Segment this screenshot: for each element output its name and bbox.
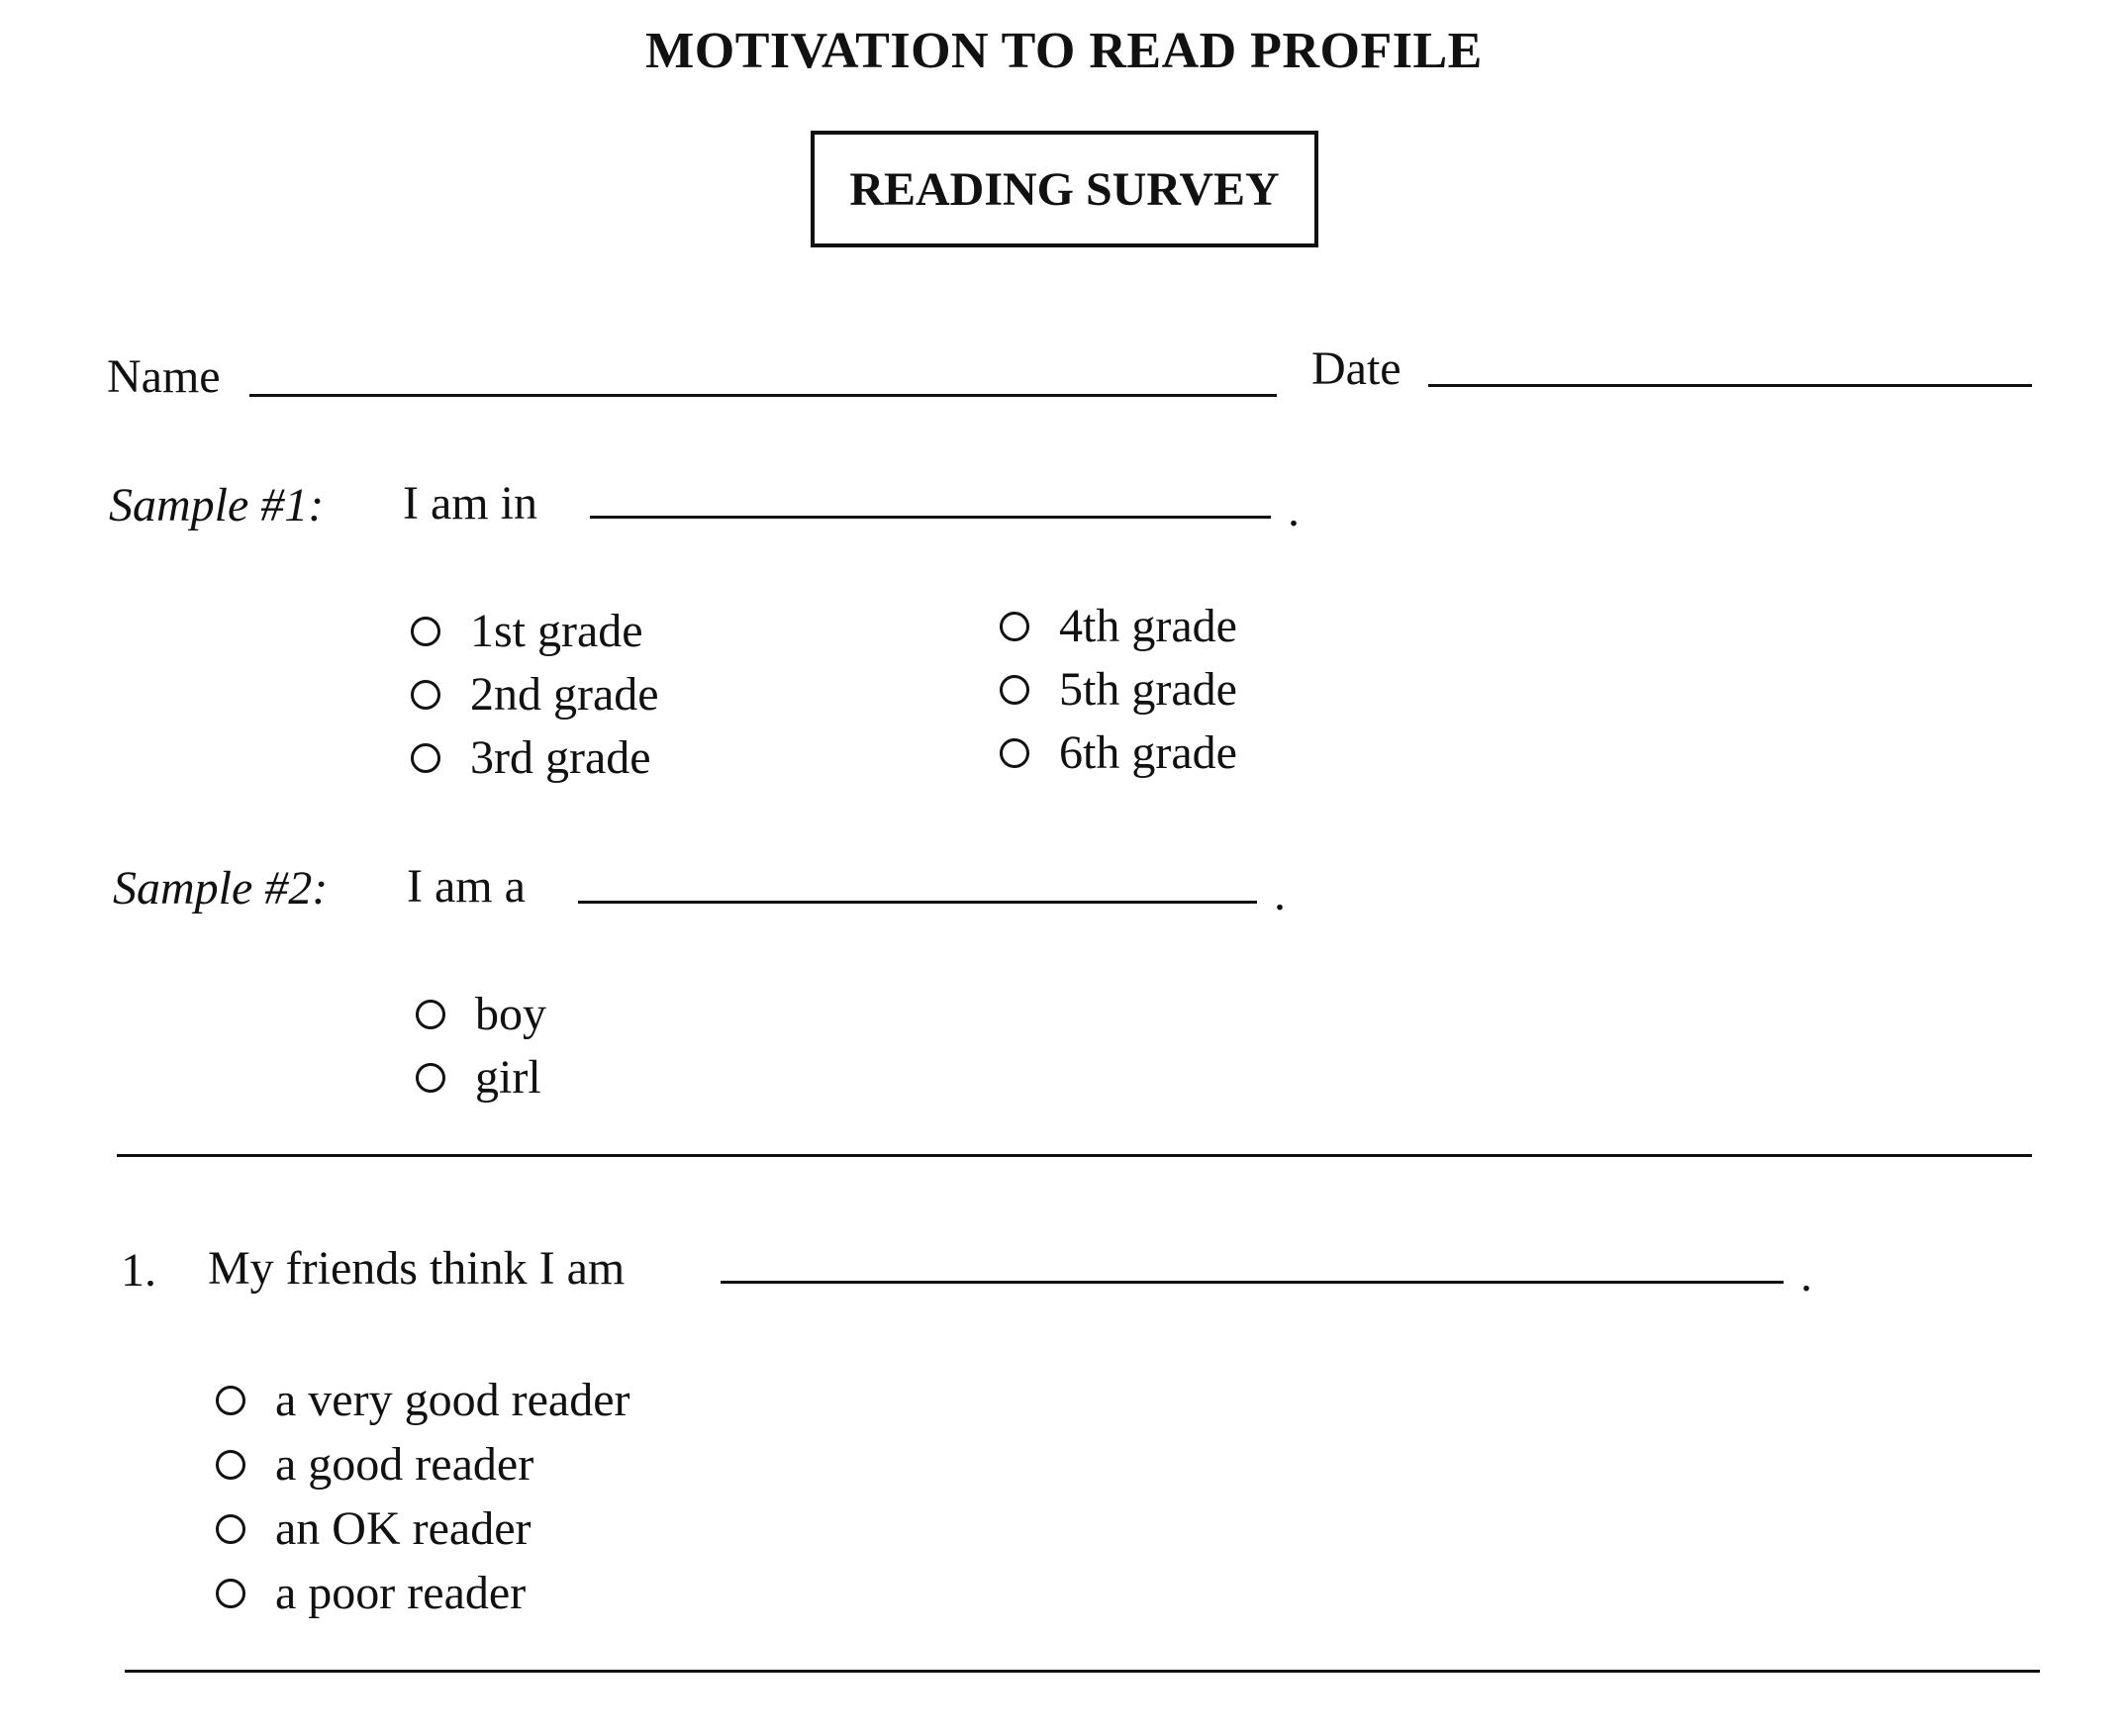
page-title: MOTIVATION TO READ PROFILE [645,23,1483,79]
option-boy[interactable] [416,988,546,1040]
radio-circle-icon[interactable] [411,743,440,773]
option-good-reader[interactable] [216,1438,534,1491]
sample1-answer-blank[interactable] [590,516,1271,519]
option-label: a good reader [275,1438,534,1491]
option-3rd-grade[interactable] [411,731,651,784]
option-label: a poor reader [275,1567,527,1619]
section-divider [117,1154,2032,1157]
radio-circle-icon[interactable] [416,1000,445,1029]
sample1-prompt: I am in [403,477,537,530]
radio-circle-icon[interactable] [416,1063,445,1093]
radio-circle-icon[interactable] [411,617,440,646]
radio-circle-icon[interactable] [216,1579,245,1608]
option-label: 2nd grade [470,668,659,721]
option-1st-grade[interactable] [411,605,643,657]
survey-subtitle-box [811,131,1318,247]
option-5th-grade[interactable] [1000,663,1237,716]
option-poor-reader[interactable] [216,1567,527,1619]
option-6th-grade[interactable] [1000,726,1237,779]
option-label: a very good reader [275,1374,630,1426]
question1-period: . [1800,1249,1812,1302]
sample1-label: Sample #1: [109,479,325,531]
name-field[interactable] [249,394,1277,397]
option-label: 1st grade [470,605,643,657]
sample2-prompt: I am a [407,860,526,913]
radio-circle-icon[interactable] [1000,612,1029,641]
radio-circle-icon[interactable] [216,1386,245,1415]
option-ok-reader[interactable] [216,1502,532,1555]
option-label: an OK reader [275,1502,532,1555]
sample2-answer-blank[interactable] [578,901,1257,904]
option-very-good-reader[interactable] [216,1374,630,1426]
option-label: 6th grade [1059,726,1237,779]
question1-answer-blank[interactable] [721,1281,1784,1284]
option-2nd-grade[interactable] [411,668,659,721]
option-label: 3rd grade [470,731,651,784]
option-girl[interactable] [416,1051,541,1104]
survey-subtitle: READING SURVEY [849,162,1280,216]
date-field[interactable] [1428,384,2032,387]
radio-circle-icon[interactable] [216,1450,245,1480]
sample2-period: . [1274,868,1286,920]
radio-circle-icon[interactable] [1000,675,1029,705]
bottom-divider [125,1670,2040,1673]
radio-circle-icon[interactable] [411,680,440,710]
option-label: 4th grade [1059,600,1237,652]
name-label: Name [107,350,221,403]
sample2-label: Sample #2: [113,862,329,915]
option-label: girl [475,1051,541,1104]
option-label: 5th grade [1059,663,1237,716]
question1-number: 1. [121,1244,156,1297]
option-label: boy [475,988,546,1040]
date-label: Date [1311,342,1402,395]
radio-circle-icon[interactable] [1000,738,1029,768]
question1-prompt: My friends think I am [208,1242,626,1295]
sample1-period: . [1288,484,1300,536]
option-4th-grade[interactable] [1000,600,1237,652]
radio-circle-icon[interactable] [216,1514,245,1544]
